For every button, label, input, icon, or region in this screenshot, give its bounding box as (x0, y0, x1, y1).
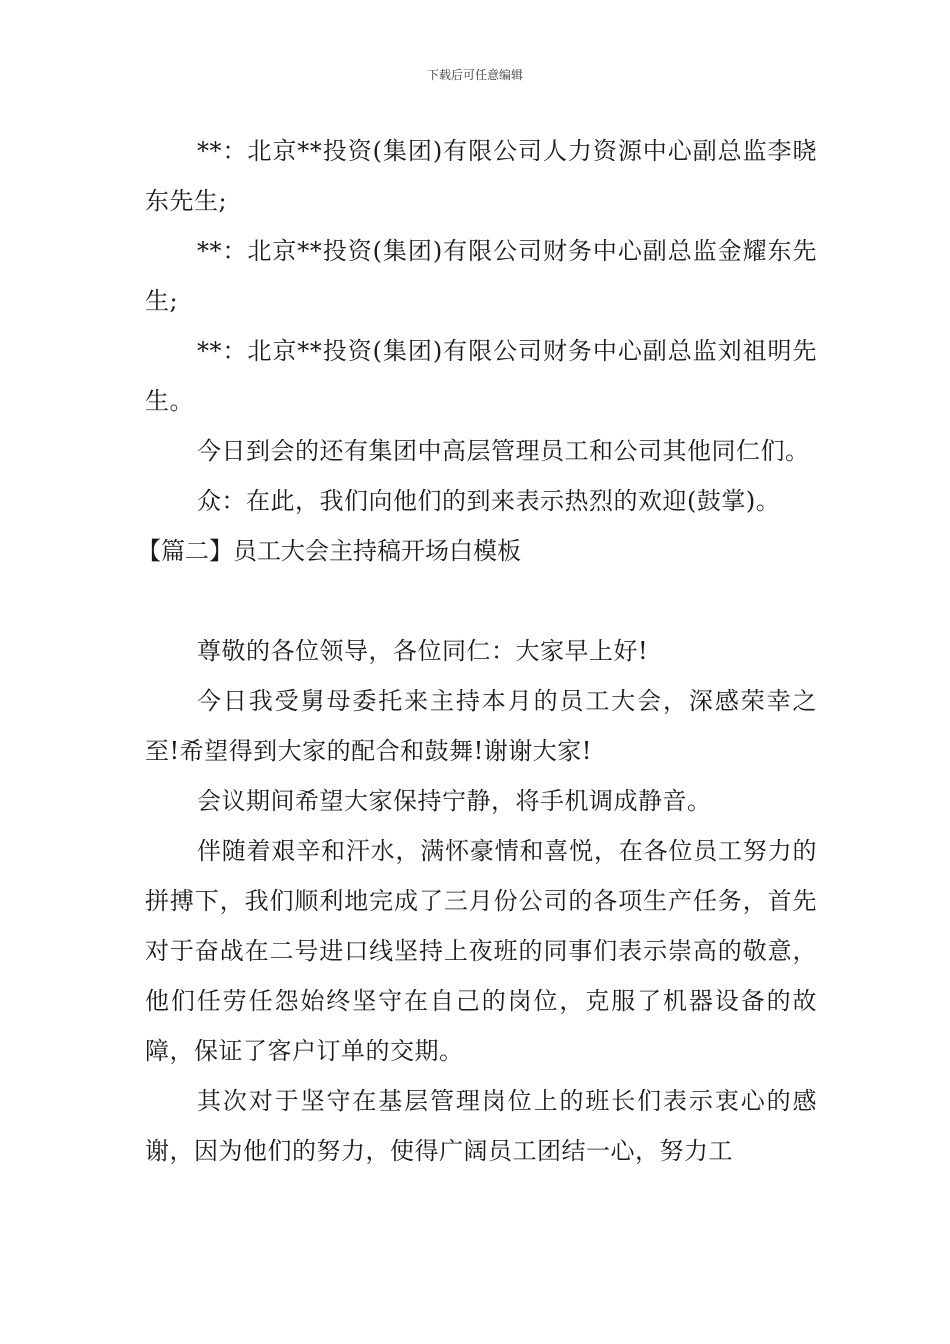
paragraph-welcome: 众：在此，我们向他们的到来表示热烈的欢迎(鼓掌)。 (197, 487, 781, 515)
document-body (137, 126, 817, 1176)
paragraph-greeting: 尊敬的各位领导，各位同仁：大家早上好! (197, 637, 649, 665)
paragraph-attendee-hr: **：北京**投资(集团)有限公司人力资源中心副总监李晓东先生; (145, 137, 817, 215)
section-heading: 【篇二】员工大会主持稿开场白模板 (137, 537, 521, 565)
page-header-note: 下载后可任意编辑 (426, 68, 523, 82)
paragraph-thanks-leaders: 其次对于坚守在基层管理岗位上的班长们表示衷心的感谢，因为他们的努力，使得广阔员工团结一心，努力工 (145, 1087, 817, 1165)
paragraph-achievements: 伴随着艰辛和汗水，满怀豪情和喜悦，在各位员工努力的拼搏下，我们顺利地完成了三月份公司的各项生产任务，首先对于奋战在二号进口线坚持上夜班的同事们表示崇高的敬意，他们任劳任怨始终坚守在自己的岗位，克服了机器设备的故障，保证了客户订单的交期。 (145, 837, 817, 1065)
paragraph-attendee-finance-2: **：北京**投资(集团)有限公司财务中心副总监刘祖明先生。 (145, 337, 817, 415)
paragraph-other-attendees: 今日到会的还有集团中高层管理员工和公司其他同仁们。 (197, 437, 810, 465)
section-spacer (145, 576, 817, 626)
paragraph-silence-request: 会议期间希望大家保持宁静，将手机调成静音。 (197, 787, 712, 815)
paragraph-attendee-finance-1: **：北京**投资(集团)有限公司财务中心副总监金耀东先生; (145, 237, 817, 315)
paragraph-host-intro: 今日我受舅母委托来主持本月的员工大会，深感荣幸之至!希望得到大家的配合和鼓舞!谢谢大家! (145, 687, 817, 765)
